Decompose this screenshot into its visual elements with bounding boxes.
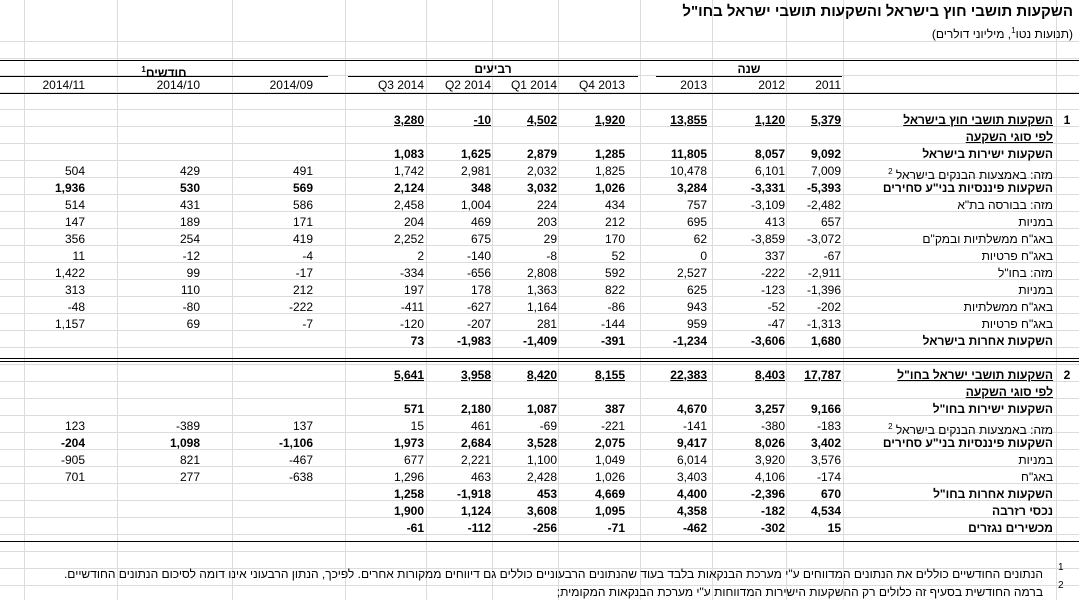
data-cell[interactable]: 189 bbox=[179, 215, 200, 229]
data-cell[interactable]: 1,083 bbox=[393, 147, 424, 161]
data-cell[interactable]: 504 bbox=[64, 164, 85, 178]
row-label bbox=[833, 520, 1053, 537]
data-cell[interactable]: 434 bbox=[604, 198, 625, 212]
data-cell[interactable]: -391 bbox=[600, 334, 625, 348]
column-header: 2014/10 bbox=[156, 78, 200, 92]
data-cell[interactable]: 1,422 bbox=[54, 266, 85, 280]
data-cell[interactable]: 1,920 bbox=[594, 113, 625, 127]
data-cell[interactable]: 757 bbox=[686, 198, 707, 212]
data-cell[interactable]: -1,918 bbox=[456, 487, 491, 501]
data-cell[interactable]: 453 bbox=[536, 487, 557, 501]
data-cell[interactable]: 2,252 bbox=[393, 232, 424, 246]
row-label bbox=[833, 452, 1053, 469]
data-cell[interactable]: 8,026 bbox=[754, 436, 785, 450]
row-label bbox=[833, 333, 1053, 350]
grid-hline bbox=[0, 58, 1079, 59]
data-cell[interactable]: -411 bbox=[400, 300, 424, 314]
data-cell[interactable]: 11 bbox=[72, 249, 85, 263]
data-cell[interactable]: 2,981 bbox=[460, 164, 491, 178]
data-cell[interactable]: 1,100 bbox=[526, 453, 557, 467]
data-cell[interactable]: -380 bbox=[760, 419, 785, 433]
data-cell[interactable]: -222 bbox=[288, 300, 313, 314]
data-cell[interactable]: -462 bbox=[682, 521, 707, 535]
data-cell[interactable]: 514 bbox=[64, 198, 85, 212]
row-label-text: באג"ח פרטיות bbox=[981, 317, 1053, 331]
data-cell[interactable]: 0 bbox=[700, 249, 707, 263]
subtitle-sup: 1 bbox=[1011, 26, 1016, 35]
data-cell[interactable]: 147 bbox=[64, 215, 85, 229]
data-cell[interactable]: -182 bbox=[760, 504, 785, 518]
data-cell[interactable]: 4,502 bbox=[526, 113, 557, 127]
data-cell[interactable]: 123 bbox=[64, 419, 85, 433]
data-cell[interactable]: 203 bbox=[536, 215, 557, 229]
data-cell[interactable]: -905 bbox=[60, 453, 85, 467]
data-cell[interactable]: 9,166 bbox=[810, 402, 841, 416]
row-label-text: השקעות פיננסיות בני"ע סחירים bbox=[882, 436, 1053, 450]
data-cell[interactable]: 1,124 bbox=[460, 504, 491, 518]
data-cell[interactable]: 52 bbox=[611, 249, 625, 263]
data-cell[interactable]: 22,383 bbox=[670, 368, 707, 382]
row-label-text: במניות bbox=[1018, 453, 1053, 467]
data-cell[interactable]: 1,973 bbox=[393, 436, 424, 450]
data-cell[interactable]: 17,787 bbox=[804, 368, 841, 382]
data-cell[interactable]: -183 bbox=[816, 419, 841, 433]
column-header: Q2 2014 bbox=[444, 78, 491, 92]
data-cell[interactable]: 224 bbox=[536, 198, 557, 212]
data-cell[interactable]: 1,120 bbox=[754, 113, 785, 127]
section-number: 2 bbox=[1063, 368, 1071, 382]
data-cell[interactable]: 277 bbox=[179, 470, 200, 484]
row-label-text: השקעות ישירות בחו"ל bbox=[932, 402, 1053, 416]
data-cell[interactable]: 197 bbox=[403, 283, 424, 297]
subtitle-prefix: (תנועות נטו bbox=[1015, 27, 1073, 41]
data-cell[interactable]: 15 bbox=[410, 419, 424, 433]
data-cell[interactable]: -174 bbox=[816, 470, 841, 484]
row-label bbox=[833, 112, 1053, 129]
data-cell[interactable]: 348 bbox=[470, 181, 491, 195]
row-label-text: השקעות תושבי ישראל בחו"ל bbox=[897, 368, 1053, 382]
data-cell[interactable]: 3,032 bbox=[526, 181, 557, 195]
data-cell[interactable]: 1,680 bbox=[810, 334, 841, 348]
row-label-text: השקעות ישירות בישראל bbox=[922, 147, 1053, 161]
row-label-text: במניות bbox=[1018, 283, 1053, 297]
data-cell[interactable]: -1,409 bbox=[522, 334, 557, 348]
data-cell[interactable]: -80 bbox=[182, 300, 200, 314]
data-cell[interactable]: -1,396 bbox=[806, 283, 841, 297]
data-cell[interactable]: 530 bbox=[179, 181, 200, 195]
footnote-text: הנתונים החודשיים כוללים את הנתונים המדווחים ע"י מערכת הבנקאות בלבד בעוד שהנתונים הרבעוניים כוללים גם דיווחים ממקורות אחרים. לפיכך, הנתון הרבעוני אינו דומה לסיכום הנתונים החודשיים. bbox=[63, 567, 1043, 581]
data-cell[interactable]: 1,900 bbox=[393, 504, 424, 518]
data-cell[interactable]: 1,936 bbox=[54, 181, 85, 195]
grid-vline bbox=[1056, 0, 1057, 600]
row-label-text: באג"ח ממשלתיות ובמק"ם bbox=[922, 232, 1053, 246]
data-cell[interactable]: 2,032 bbox=[526, 164, 557, 178]
row-label bbox=[833, 316, 1053, 333]
subtitle-suffix: , מיליוני דולרים) bbox=[931, 27, 1012, 41]
data-cell[interactable]: 1,296 bbox=[393, 470, 424, 484]
data-cell[interactable]: -638 bbox=[288, 470, 313, 484]
data-cell[interactable]: -144 bbox=[600, 317, 625, 331]
column-header: 2011 bbox=[815, 78, 841, 92]
data-cell[interactable]: -3,109 bbox=[750, 198, 785, 212]
footnote-number: 2 bbox=[1058, 580, 1064, 591]
group-year: שנה bbox=[737, 62, 761, 76]
data-cell[interactable]: 137 bbox=[292, 419, 313, 433]
data-cell[interactable]: 2,428 bbox=[526, 470, 557, 484]
data-cell[interactable]: -48 bbox=[67, 300, 85, 314]
data-cell[interactable]: 4,670 bbox=[676, 402, 707, 416]
data-cell[interactable]: 170 bbox=[604, 232, 625, 246]
data-cell[interactable]: 3,402 bbox=[810, 436, 841, 450]
data-cell[interactable]: 4,106 bbox=[754, 470, 785, 484]
data-cell[interactable]: 1,625 bbox=[460, 147, 491, 161]
data-cell[interactable]: 491 bbox=[292, 164, 313, 178]
data-cell[interactable]: -1,983 bbox=[456, 334, 491, 348]
group-months-label: חודשים bbox=[145, 66, 187, 80]
data-cell[interactable]: 1,004 bbox=[460, 198, 491, 212]
data-cell[interactable]: -4 bbox=[302, 249, 313, 263]
row-label-text: באג"ח ממשלתיות bbox=[963, 300, 1053, 314]
section-divider-bottom bbox=[0, 361, 1079, 362]
data-cell[interactable]: 1,049 bbox=[594, 453, 625, 467]
data-cell[interactable]: 212 bbox=[292, 283, 313, 297]
data-cell[interactable]: 3,284 bbox=[676, 181, 707, 195]
row-label-text: לפי סוגי השקעה bbox=[965, 385, 1053, 399]
data-cell[interactable]: 429 bbox=[179, 164, 200, 178]
data-cell[interactable]: 2,684 bbox=[460, 436, 491, 450]
data-cell[interactable]: 461 bbox=[470, 419, 491, 433]
data-cell[interactable]: -17 bbox=[295, 266, 313, 280]
data-cell[interactable]: 959 bbox=[686, 317, 707, 331]
data-cell[interactable]: -86 bbox=[607, 300, 625, 314]
data-cell[interactable]: 3,576 bbox=[810, 453, 841, 467]
column-header: Q1 2014 bbox=[510, 78, 557, 92]
data-cell[interactable]: 1,164 bbox=[526, 300, 557, 314]
row-label bbox=[833, 214, 1053, 231]
data-cell[interactable]: 110 bbox=[180, 283, 200, 297]
data-cell[interactable]: -10 bbox=[473, 113, 491, 127]
data-cell[interactable]: 313 bbox=[64, 283, 85, 297]
data-cell[interactable]: -7 bbox=[302, 317, 313, 331]
row-label bbox=[833, 265, 1053, 282]
grid-hline bbox=[0, 41, 1079, 42]
grid-vline bbox=[426, 0, 427, 600]
data-cell[interactable]: 29 bbox=[543, 232, 557, 246]
data-cell[interactable]: 2,180 bbox=[460, 402, 491, 416]
data-cell[interactable]: -221 bbox=[600, 419, 625, 433]
data-cell[interactable]: 13,855 bbox=[670, 113, 707, 127]
data-cell[interactable]: 7,009 bbox=[810, 164, 841, 178]
data-cell[interactable]: 8,057 bbox=[754, 147, 785, 161]
row-label bbox=[833, 367, 1053, 384]
data-cell[interactable]: -2,396 bbox=[750, 487, 785, 501]
data-cell[interactable]: 3,920 bbox=[754, 453, 785, 467]
footnote-text: ברמה החודשית בסעיף זה כלולים רק ההשקעות הישירות המדווחות ע"י מערכת הבנקאות המקומית; bbox=[556, 585, 1043, 599]
row-label bbox=[833, 503, 1053, 520]
data-cell[interactable]: 3,958 bbox=[460, 368, 491, 382]
grid-vline bbox=[117, 0, 118, 600]
grid-hline bbox=[0, 109, 1079, 110]
footnote-number: 1 bbox=[1058, 562, 1064, 573]
grid-vline bbox=[345, 0, 346, 600]
data-cell[interactable]: 821 bbox=[179, 453, 200, 467]
row-label-text: נכסי רזרבה bbox=[991, 504, 1053, 518]
data-cell[interactable]: 2,879 bbox=[526, 147, 557, 161]
data-cell[interactable]: 3,280 bbox=[393, 113, 424, 127]
section-number: 1 bbox=[1063, 113, 1071, 127]
data-cell[interactable]: 178 bbox=[470, 283, 491, 297]
data-cell[interactable]: -627 bbox=[466, 300, 491, 314]
column-header: Q3 2014 bbox=[377, 78, 424, 92]
data-cell[interactable]: 73 bbox=[410, 334, 424, 348]
data-cell[interactable]: 8,420 bbox=[526, 368, 557, 382]
data-cell[interactable]: -140 bbox=[466, 249, 491, 263]
row-label bbox=[833, 282, 1053, 299]
data-cell[interactable]: 1,098 bbox=[169, 436, 200, 450]
data-cell[interactable]: 695 bbox=[686, 215, 707, 229]
data-cell[interactable]: 3,257 bbox=[754, 402, 785, 416]
data-cell[interactable]: 670 bbox=[820, 487, 841, 501]
row-label-sup: 2 bbox=[888, 167, 893, 176]
group-months bbox=[0, 61, 328, 78]
data-cell[interactable]: 1,087 bbox=[526, 402, 557, 416]
data-cell[interactable]: -69 bbox=[539, 419, 557, 433]
data-cell[interactable]: -120 bbox=[399, 317, 424, 331]
column-header: 2012 bbox=[758, 78, 785, 92]
data-cell[interactable]: -1,106 bbox=[278, 436, 313, 450]
data-cell[interactable]: -204 bbox=[60, 436, 85, 450]
data-cell[interactable]: -656 bbox=[466, 266, 491, 280]
sheet-subtitle bbox=[932, 26, 1073, 41]
data-cell[interactable]: 1,258 bbox=[393, 487, 424, 501]
grid-vline bbox=[492, 0, 493, 600]
row-label-text: באג"ח פרטיות bbox=[981, 249, 1053, 263]
data-cell[interactable]: -5,393 bbox=[806, 181, 841, 195]
grid-vline bbox=[640, 0, 641, 600]
data-cell[interactable]: -47 bbox=[767, 317, 785, 331]
data-cell[interactable]: 1,363 bbox=[526, 283, 557, 297]
data-cell[interactable]: 9,417 bbox=[676, 436, 707, 450]
grid-vline bbox=[232, 0, 233, 600]
group-quarters: רביעים bbox=[474, 62, 512, 76]
data-cell[interactable]: -71 bbox=[607, 521, 625, 535]
data-cell[interactable]: 5,379 bbox=[810, 113, 841, 127]
row-label bbox=[833, 486, 1053, 503]
grid-hline bbox=[0, 551, 1079, 552]
data-cell[interactable]: 701 bbox=[64, 470, 85, 484]
data-cell[interactable]: 2 bbox=[417, 249, 424, 263]
row-label bbox=[833, 146, 1053, 163]
column-header: Q4 2013 bbox=[578, 78, 625, 92]
row-label bbox=[833, 384, 1053, 401]
data-cell[interactable]: -202 bbox=[816, 300, 841, 314]
row-label-sup: 2 bbox=[888, 422, 893, 431]
data-cell[interactable]: 4,534 bbox=[810, 504, 841, 518]
data-cell[interactable]: 463 bbox=[470, 470, 491, 484]
data-cell[interactable]: 469 bbox=[470, 215, 491, 229]
section-divider-top bbox=[0, 358, 1079, 359]
column-header: 2014/09 bbox=[269, 78, 313, 92]
data-cell[interactable]: -302 bbox=[760, 521, 785, 535]
row-label bbox=[833, 248, 1053, 265]
data-cell[interactable]: 625 bbox=[686, 283, 707, 297]
data-cell[interactable]: 6,101 bbox=[754, 164, 785, 178]
data-cell[interactable]: 9,092 bbox=[810, 147, 841, 161]
data-cell[interactable]: 431 bbox=[179, 198, 200, 212]
data-cell[interactable]: 15 bbox=[827, 521, 841, 535]
data-cell[interactable]: 337 bbox=[764, 249, 785, 263]
group-months-sup: 1 bbox=[141, 65, 146, 74]
row-label bbox=[833, 163, 1053, 180]
data-cell[interactable]: 569 bbox=[292, 181, 313, 195]
data-cell[interactable]: 5,641 bbox=[393, 368, 424, 382]
data-cell[interactable]: -12 bbox=[182, 249, 200, 263]
row-label bbox=[833, 231, 1053, 248]
data-cell[interactable]: 571 bbox=[403, 402, 424, 416]
data-cell[interactable]: -123 bbox=[760, 283, 785, 297]
data-cell[interactable]: 11,805 bbox=[670, 147, 707, 161]
row-label bbox=[833, 418, 1053, 435]
data-cell[interactable]: -61 bbox=[406, 521, 424, 535]
row-label-text: מכשירים נגזרים bbox=[968, 521, 1053, 535]
data-cell[interactable]: -256 bbox=[532, 521, 557, 535]
data-cell[interactable]: -3,606 bbox=[750, 334, 785, 348]
row-label bbox=[833, 401, 1053, 418]
row-label-text: מזה: באמצעות הבנקים בישראל bbox=[895, 423, 1053, 437]
data-cell[interactable]: 6,014 bbox=[676, 453, 707, 467]
data-cell[interactable]: 2,124 bbox=[393, 181, 424, 195]
data-cell[interactable]: 99 bbox=[186, 266, 200, 280]
data-cell[interactable]: -1,234 bbox=[672, 334, 707, 348]
data-cell[interactable]: -67 bbox=[823, 249, 841, 263]
data-cell[interactable]: -141 bbox=[682, 419, 707, 433]
data-cell[interactable]: 1,742 bbox=[393, 164, 424, 178]
data-cell[interactable]: 4,669 bbox=[594, 487, 625, 501]
data-cell[interactable]: 419 bbox=[292, 232, 313, 246]
data-cell[interactable]: 1,825 bbox=[594, 164, 625, 178]
data-cell[interactable]: 1,026 bbox=[594, 181, 625, 195]
sheet-title: השקעות תושבי חוץ בישראל והשקעות תושבי ישראל בחו"ל bbox=[682, 3, 1073, 20]
data-cell[interactable]: 822 bbox=[604, 283, 625, 297]
data-cell[interactable]: 3,608 bbox=[526, 504, 557, 518]
data-cell[interactable]: 171 bbox=[292, 215, 313, 229]
data-cell[interactable]: 586 bbox=[292, 198, 313, 212]
data-cell[interactable]: 69 bbox=[186, 317, 200, 331]
row-label-text: השקעות פיננסיות בני"ע סחירים bbox=[882, 181, 1053, 195]
row-label bbox=[833, 129, 1053, 146]
table-bottom-rule bbox=[0, 541, 1079, 542]
data-cell[interactable]: 281 bbox=[536, 317, 557, 331]
row-label-text: במניות bbox=[1018, 215, 1053, 229]
data-cell[interactable]: 2,527 bbox=[676, 266, 707, 280]
data-cell[interactable]: 1,026 bbox=[594, 470, 625, 484]
data-cell[interactable]: 657 bbox=[820, 215, 841, 229]
data-cell[interactable]: 387 bbox=[604, 402, 625, 416]
data-cell[interactable]: 2,221 bbox=[460, 453, 491, 467]
data-cell[interactable]: -222 bbox=[760, 266, 785, 280]
grid-vline bbox=[712, 0, 713, 600]
grid-vline bbox=[558, 0, 559, 600]
data-cell[interactable]: 356 bbox=[64, 232, 85, 246]
data-cell[interactable]: -2,911 bbox=[807, 266, 841, 280]
data-cell[interactable]: -389 bbox=[175, 419, 200, 433]
data-cell[interactable]: 4,400 bbox=[676, 487, 707, 501]
data-cell[interactable]: 2,458 bbox=[393, 198, 424, 212]
data-cell[interactable]: -207 bbox=[466, 317, 491, 331]
data-cell[interactable]: 1,285 bbox=[594, 147, 625, 161]
data-cell[interactable]: -2,482 bbox=[806, 198, 841, 212]
row-label-text: מזה: בבורסה בת"א bbox=[957, 198, 1053, 212]
row-label bbox=[833, 469, 1053, 486]
row-label-text: השקעות אחרות בחו"ל bbox=[933, 487, 1053, 501]
column-header: 2014/11 bbox=[42, 78, 85, 92]
data-cell[interactable]: 8,403 bbox=[754, 368, 785, 382]
data-cell[interactable]: 943 bbox=[686, 300, 707, 314]
data-cell[interactable]: 204 bbox=[403, 215, 424, 229]
data-cell[interactable]: -3,331 bbox=[750, 181, 785, 195]
data-cell[interactable]: 10,478 bbox=[670, 164, 707, 178]
row-label-text: השקעות תושבי חוץ בישראל bbox=[903, 113, 1053, 127]
data-cell[interactable]: -8 bbox=[546, 249, 557, 263]
data-cell[interactable]: 413 bbox=[764, 215, 785, 229]
data-cell[interactable]: 677 bbox=[403, 453, 424, 467]
row-label-text: השקעות אחרות בישראל bbox=[922, 334, 1053, 348]
row-label-text: באג"ח bbox=[1021, 470, 1053, 484]
data-cell[interactable]: 592 bbox=[604, 266, 625, 280]
data-cell[interactable]: -3,072 bbox=[806, 232, 841, 246]
row-label bbox=[833, 435, 1053, 452]
data-cell[interactable]: 1,095 bbox=[594, 504, 625, 518]
data-cell[interactable]: 2,075 bbox=[594, 436, 625, 450]
data-cell[interactable]: 62 bbox=[693, 232, 707, 246]
data-cell[interactable]: 3,403 bbox=[676, 470, 707, 484]
row-label-text: מזה: בחו"ל bbox=[998, 266, 1053, 280]
data-cell[interactable]: 675 bbox=[470, 232, 491, 246]
data-cell[interactable]: 254 bbox=[179, 232, 200, 246]
data-cell[interactable]: 3,528 bbox=[526, 436, 557, 450]
grid-hline bbox=[0, 364, 1079, 365]
row-label bbox=[833, 197, 1053, 214]
data-cell[interactable]: -1,313 bbox=[806, 317, 841, 331]
data-cell[interactable]: -3,859 bbox=[750, 232, 785, 246]
row-label-text: לפי סוגי השקעה bbox=[965, 130, 1053, 144]
data-cell[interactable]: -334 bbox=[399, 266, 424, 280]
row-label bbox=[833, 299, 1053, 316]
data-cell[interactable]: 8,155 bbox=[594, 368, 625, 382]
data-cell[interactable]: 212 bbox=[604, 215, 625, 229]
data-cell[interactable]: -52 bbox=[767, 300, 785, 314]
column-header: 2013 bbox=[680, 78, 707, 92]
data-cell[interactable]: 2,808 bbox=[526, 266, 557, 280]
row-label bbox=[833, 180, 1053, 197]
data-cell[interactable]: 4,358 bbox=[676, 504, 707, 518]
data-cell[interactable]: 1,157 bbox=[54, 317, 85, 331]
row-label-text: מזה: באמצעות הבנקים בישראל bbox=[895, 168, 1053, 182]
data-cell[interactable]: -112 bbox=[467, 521, 491, 535]
data-cell[interactable]: -467 bbox=[288, 453, 313, 467]
